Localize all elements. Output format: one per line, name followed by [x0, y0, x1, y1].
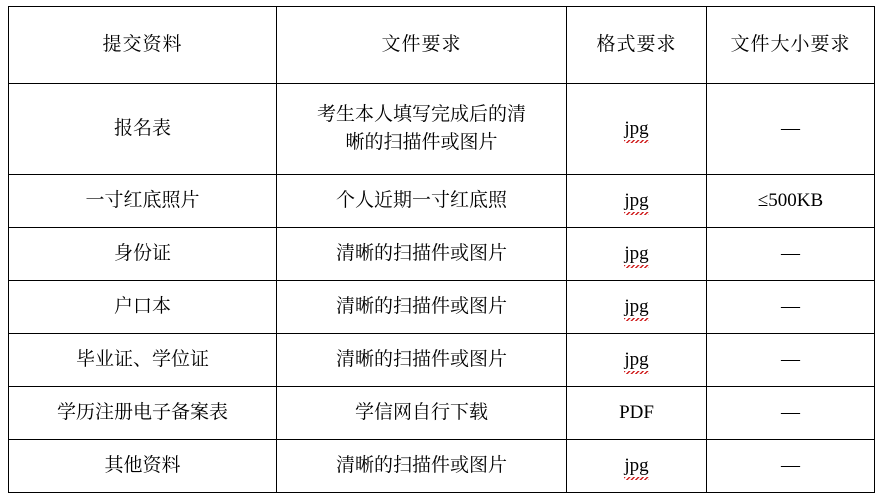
cell-filesize: ≤500KB [707, 175, 875, 228]
cell-material: 学历注册电子备案表 [9, 387, 277, 440]
table-row [9, 84, 875, 175]
table-body [9, 84, 875, 493]
format-value: jpg [624, 347, 648, 374]
table-row [9, 334, 875, 387]
cell-file-requirement: 清晰的扫描件或图片 [277, 334, 567, 387]
format-value: jpg [624, 116, 648, 143]
cell-filesize: — [707, 228, 875, 281]
cell-material: 户口本 [9, 281, 277, 334]
cell-file-requirement: 个人近期一寸红底照 [277, 175, 567, 228]
cell-filesize: — [707, 334, 875, 387]
format-value: jpg [624, 294, 648, 321]
format-value: jpg [624, 241, 648, 268]
requirement-line-1: 考生本人填写完成后的清 [316, 104, 526, 126]
table-row [9, 228, 875, 281]
table-row [9, 387, 875, 440]
cell-format [567, 228, 707, 281]
cell-format: PDF [567, 387, 707, 440]
cell-format [567, 334, 707, 387]
cell-format [567, 175, 707, 228]
cell-file-requirement: 清晰的扫描件或图片 [277, 228, 567, 281]
table-header [9, 7, 875, 84]
cell-format [567, 281, 707, 334]
table-row [9, 281, 875, 334]
table-row [9, 440, 875, 493]
requirements-table [8, 6, 875, 493]
cell-material: 其他资料 [9, 440, 277, 493]
column-header-format-requirement: 格式要求 [567, 7, 707, 84]
cell-file-requirement: 清晰的扫描件或图片 [277, 281, 567, 334]
cell-format [567, 84, 707, 175]
requirement-line-2: 晰的扫描件或图片 [345, 132, 498, 153]
cell-material: 报名表 [9, 84, 277, 175]
column-header-file-requirement: 文件要求 [277, 7, 567, 84]
cell-material: 毕业证、学位证 [9, 334, 277, 387]
cell-filesize: — [707, 387, 875, 440]
cell-filesize: — [707, 440, 875, 493]
column-header-filesize-requirement: 文件大小要求 [707, 7, 875, 84]
cell-material: 身份证 [9, 228, 277, 281]
table-row [9, 175, 875, 228]
cell-file-requirement [277, 84, 567, 175]
format-value: jpg [624, 188, 648, 215]
cell-file-requirement: 学信网自行下载 [277, 387, 567, 440]
cell-material: 一寸红底照片 [9, 175, 277, 228]
cell-filesize: — [707, 84, 875, 175]
format-value: jpg [624, 453, 648, 480]
cell-filesize: — [707, 281, 875, 334]
table-header-row [9, 7, 875, 84]
cell-format [567, 440, 707, 493]
cell-file-requirement: 清晰的扫描件或图片 [277, 440, 567, 493]
column-header-material: 提交资料 [9, 7, 277, 84]
